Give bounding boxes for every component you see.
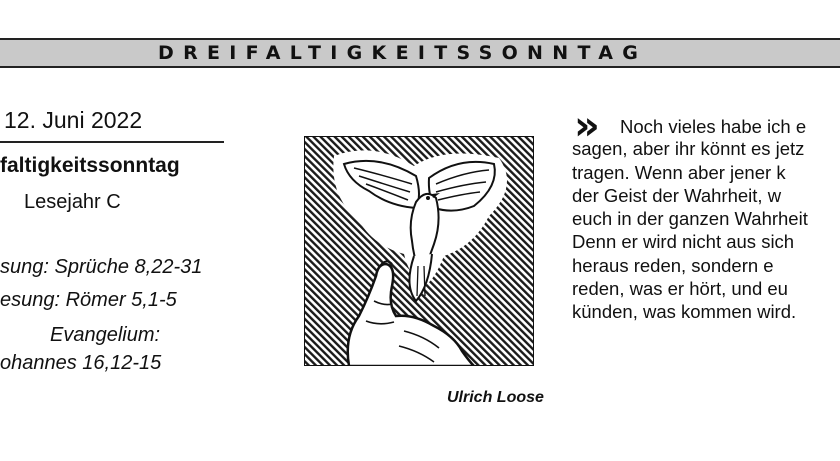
quote-line: Denn er wird nicht aus sich xyxy=(572,231,795,252)
quote-line: der Geist der Wahrheit, w xyxy=(572,185,782,206)
feast-title: faltigkeitssonntag xyxy=(0,154,180,177)
quote-mark-icon: » xyxy=(574,103,594,149)
quote-line: tragen. Wenn aber jener k xyxy=(572,162,786,183)
gospel-label: Evangelium: xyxy=(50,324,161,346)
dove-and-hand-icon xyxy=(304,136,534,366)
quote-line: reden, was er hört, und eu xyxy=(572,278,788,299)
date-divider xyxy=(0,141,224,143)
quote-line: Noch vieles habe ich e xyxy=(620,116,807,137)
illustration-credit: Ulrich Loose xyxy=(447,389,544,406)
liturgical-year: Lesejahr C xyxy=(24,191,121,213)
quote-line: künden, was kommen wird. xyxy=(572,301,797,322)
gospel-reference: ohannes 16,12-15 xyxy=(0,352,162,374)
quote-line: heraus reden, sondern e xyxy=(572,255,774,276)
quote-line: sagen, aber ihr könnt es jetz xyxy=(572,138,805,159)
quote-line: euch in der ganzen Wahrheit xyxy=(572,208,808,229)
page-title: DREIFALTIGKEITSSONNTAG xyxy=(158,42,648,64)
date: 12. Juni 2022 xyxy=(4,107,143,133)
second-reading: esung: Römer 5,1-5 xyxy=(0,289,177,311)
first-reading: sung: Sprüche 8,22-31 xyxy=(0,256,203,278)
